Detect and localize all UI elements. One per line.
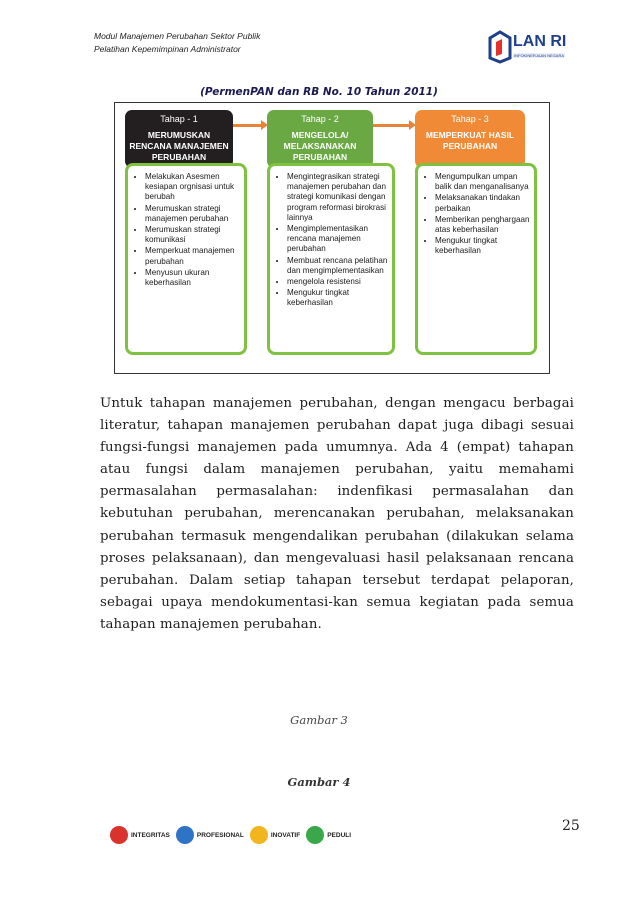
logo-subtext: INFOKINERJAAN NEGARA [514,53,565,58]
stage-1-body [125,163,247,355]
header-module-title: Modul Manajemen Perubahan Sektor Publik [94,31,261,41]
value-label: INTEGRITAS [131,831,170,839]
value-integritas [110,826,170,844]
value-label: INOVATIF [270,831,301,839]
logo-text: LAN RI [513,33,567,50]
running-header [94,30,260,56]
value-label: PEDULI [327,831,352,839]
figure-label-gambar-3: Gambar 3 [290,713,348,727]
figure-label-gambar-4: Gambar 4 [287,775,351,789]
integritas-icon [110,826,128,844]
stage-2-list [276,172,388,309]
stage-1-item: • Merumuskan strategi manajemen perubahan [145,204,240,224]
stage-1-list [134,172,240,288]
stage-3-title: MEMPERKUAT HASIL PERUBAHAN [425,130,515,151]
stage-3-item: • Memberikan penghargaan atas keberhasilan [435,215,530,235]
value-peduli [306,826,351,844]
stage-1-item: • Merumuskan strategi komunikasi [145,225,240,245]
stage-3-list [424,172,530,257]
stage-3-body [415,163,537,355]
profesional-icon [176,826,194,844]
stage-2-item: • Mengimplementasikan rencana manajemen perubahan [287,224,388,255]
stage-2-item: • Mengukur tingkat keberhasilan [287,288,388,308]
body-paragraph: Untuk tahapan manajemen perubahan, dengan mengacu berbagai literatur, tahapan manajemen perubahan dapat juga dibagi sesuai fungsi-fungsi manajemen pada umumnya. Ada 4 (empat) tahapan atau fungsi dalam manajemen perubahan, yaitu memahami permasalahan permasalahan: indenfikasi permasalahan dan kebutuhan perubahan, merencanakan perubahan, melaksanakan perubahan termasuk mengendalikan perubahan (dilakukan selama proses pelaksanaan), dan mengevaluasi hasil pelaksanaan rencana perubahan. Dalam setiap tahapan tersebut terdapat pelaporan, sebagai upaya mendokumentasi-kan semua kegiatan pada semua tahapan manajemen perubahan. [100,396,574,632]
stage-2-title: MENGELOLA/ MELAKSANAKAN PERUBAHAN [283,130,357,162]
stage-2-body [267,163,395,355]
header-training-title: Pelatihan Kepemimpinan Administrator [94,44,241,54]
stage-1-item: • Menyusun ukuran keberhasilan [145,268,240,288]
stage-1-title: MERUMUSKAN RENCANA MANAJEMEN PERUBAHAN [129,130,229,162]
value-label: PROFESIONAL [196,831,244,839]
logo-accent-icon [496,39,502,56]
stage-1-header [125,110,233,168]
core-values-footer [110,822,357,848]
stage-2-item: • Membuat rencana pelatihan dan mengimplementasikan [287,256,388,276]
page-number: 25 [562,818,580,834]
stage-2-header [267,110,373,168]
stage-2-item: • mengelola resistensi [287,277,388,287]
stage-1-item: • Melakukan Asesmen kesiapan orgnisasi untuk berubah [145,172,240,203]
stage-3-header [415,110,525,168]
stage-1-item: • Memperkuat manajemen perubahan [145,246,240,266]
stage-3-item: • Mengukur tingkat keberhasilan [435,236,530,256]
stage-3-item: • Melaksanakan tindakan perbaikan [435,193,530,213]
peduli-icon [306,826,324,844]
stage-2-tag: Tahap - 2 [301,114,339,124]
value-inovatif [250,826,300,844]
stage-2-item: • Mengintegrasikan strategi manajemen perubahan dan strategi komunikasi dengan program reformasi birokrasi lainnya [287,172,388,223]
lightbulb-icon [250,826,268,844]
stages-figure [114,102,550,374]
value-profesional [176,826,244,844]
stage-1-tag: Tahap - 1 [160,114,198,124]
stage-3-item: • Mengumpulkan umpan balik dan menganalisanya [435,172,530,192]
figure-caption: (PermenPAN dan RB No. 10 Tahun 2011) [200,86,438,98]
stage-3-tag: Tahap - 3 [451,114,489,124]
